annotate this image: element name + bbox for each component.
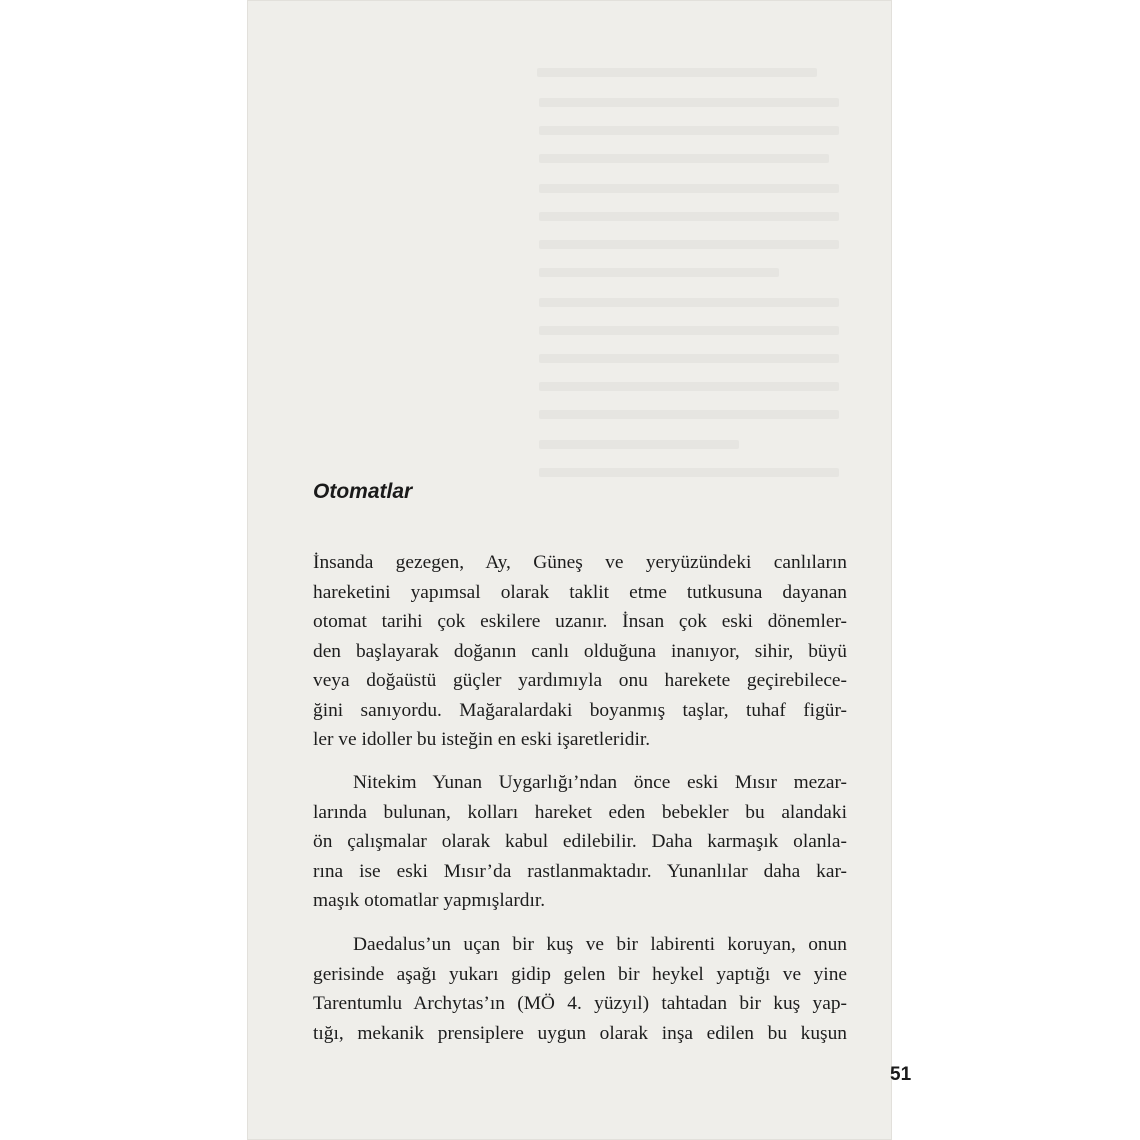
- text-line: Nitekim Yunan Uygarlığı’ndan önce eski Mısır mezar-: [353, 772, 847, 793]
- text-line: maşık otomatlar yapmışlardır.: [313, 890, 546, 911]
- text-line: rına ise eski Mısır’da rastlanmaktadır. Yunanlılar daha kar-: [313, 860, 847, 882]
- paragraph-1: [313, 548, 847, 755]
- paragraph-2: [313, 768, 847, 916]
- text-line: ler ve idoller bu isteğin en eski işaretleridir.: [313, 729, 651, 750]
- page-number: 51: [890, 1064, 912, 1085]
- text-line: Tarentumlu Archytas’ın (MÖ 4. yüzyıl) tahtadan bir kuş yap-: [313, 993, 847, 1014]
- text-line: ön çalışmalar olarak kabul edilebilir. Daha karmaşık olanla-: [313, 831, 847, 852]
- text-line: tığı, mekanik prensiplere uygun olarak inşa edilen bu kuşun: [313, 1022, 847, 1044]
- text-line: ğini sanıyordu. Mağaralardaki boyanmış taşlar, tuhaf figür-: [313, 699, 847, 721]
- text-line: veya doğaüstü güçler yardımıyla onu harekete geçirebilece-: [313, 670, 847, 691]
- text-line: larında bulunan, kolları hareket eden bebekler bu alandaki: [313, 801, 847, 823]
- section-heading: Otomatlar: [313, 480, 413, 503]
- text-line: otomat tarihi çok eskilere uzanır. İnsan çok eski dönemler-: [313, 611, 847, 632]
- text-line: den başlayarak doğanın canlı olduğuna inanıyor, sihir, büyü: [313, 640, 847, 662]
- text-line: gerisinde aşağı yukarı gidip gelen bir heykel yaptığı ve yine: [313, 963, 847, 985]
- book-page: [247, 0, 912, 1140]
- text-line: hareketini yapımsal olarak taklit etme tutkusuna dayanan: [313, 581, 847, 603]
- paragraph-3: [313, 930, 847, 1048]
- text-line: Daedalus’un uçan bir kuş ve bir labirenti koruyan, onun: [353, 934, 847, 955]
- text-line: İnsanda gezegen, Ay, Güneş ve yeryüzündeki canlıların: [313, 552, 847, 573]
